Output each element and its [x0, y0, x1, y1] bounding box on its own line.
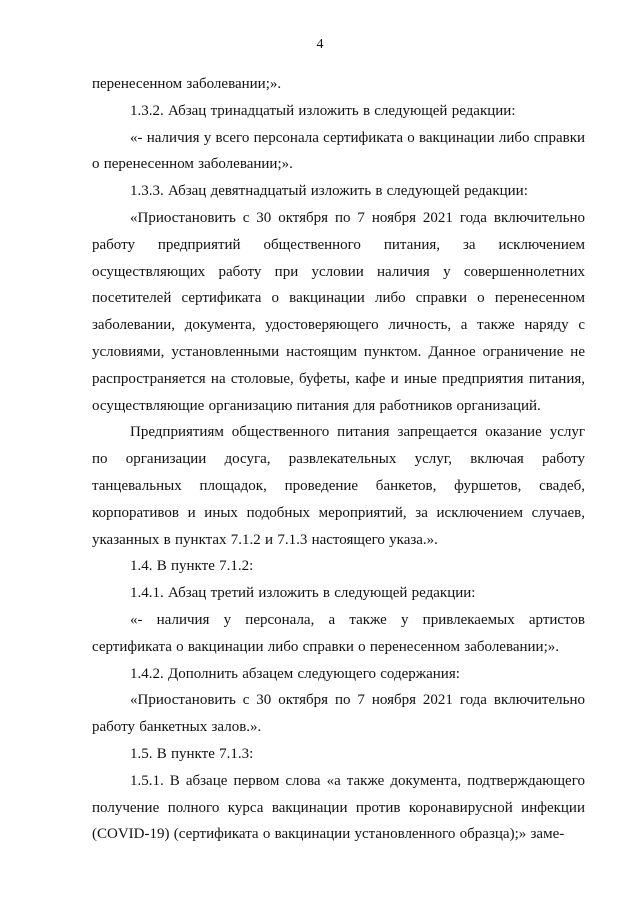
- paragraph-catering-prohibition: Предприятиям общественного питания запрещается оказание услуг по организации досуга, развлекательных услуг, включая работу танцевальных площадок, проведение банкетов, фуршетов, свадеб, корпоративов и иных подобных мероприятий, за исключением случаев, указанных в пунктах 7.1.2 и 7.1.3 настоящего указа.».: [92, 424, 585, 548]
- paragraph-1-3-2: 1.3.2. Абзац тринадцатый изложить в следующей редакции:: [130, 102, 516, 119]
- paragraph-continuation: перенесенном заболевании;».: [92, 76, 282, 92]
- paragraph-1-5-1: 1.5.1. В абзаце первом слова «а также документа, подтверждающего получение полного курса вакцинации против коронавирусной инфекции (COVID-19) (сертификата о вакцинации установленного образца);» заме-: [92, 772, 585, 843]
- paragraph-quote-banquet-halls: «Приостановить с 30 октября по 7 ноября 2021 года включительно работу банкетных залов.».: [92, 692, 585, 736]
- paragraph-quote-suspend-catering: «Приостановить с 30 октября по 7 ноября 2021 года включительно работу предприятий общественного питания, за исключением осуществляющих работу при условии наличия у совершеннолетних посетителей сертификата о вакцинации либо справки о перенесенном заболевании, документа, удостоверяющего личность, а также наряду с условиями, установленными настоящим пунктом. Данное ограничение не распространяется на столовые, буфеты, кафе и иные предприятия питания, осуществляющие организацию питания для работников организаций.: [92, 209, 585, 414]
- page-number: 4: [316, 37, 324, 52]
- paragraph-1-4-1: 1.4.1. Абзац третий изложить в следующей редакции:: [130, 585, 476, 602]
- paragraph-quote-personnel-artists: «- наличия у персонала, а также у привлекаемых артистов сертификата о вакцинации либо справки о перенесенном заболевании;».: [92, 611, 585, 655]
- paragraph-quote-staff-certificate: «- наличия у всего персонала сертификата о вакцинации либо справки о перенесенном заболевании;».: [92, 129, 586, 173]
- paragraph-1-5: 1.5. В пункте 7.1.3:: [130, 745, 254, 762]
- paragraph-1-4: 1.4. В пункте 7.1.2:: [130, 558, 254, 575]
- paragraph-1-3-3: 1.3.3. Абзац девятнадцатый изложить в следующей редакции:: [130, 183, 528, 200]
- paragraph-1-4-2: 1.4.2. Дополнить абзацем следующего содержания:: [130, 665, 460, 682]
- document-body: [92, 71, 585, 848]
